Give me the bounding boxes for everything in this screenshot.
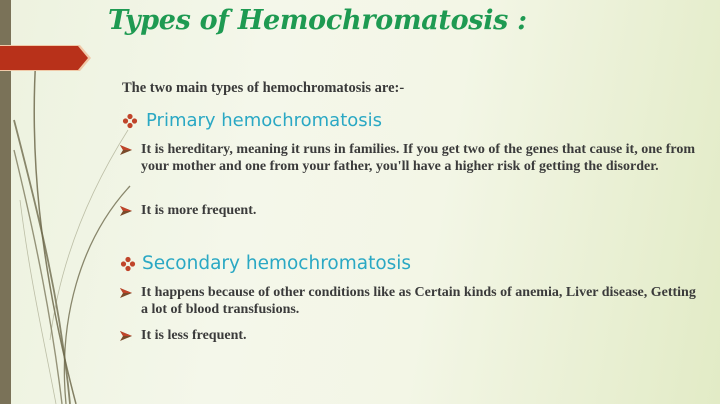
intro-text: The two main types of hemochromatosis are:- <box>122 80 405 96</box>
four-petal-diamond-icon <box>120 256 136 272</box>
list-item <box>120 327 701 344</box>
section-heading-primary <box>122 110 382 131</box>
four-petal-diamond-icon <box>122 113 138 129</box>
list-item-text: It is hereditary, meaning it runs in families. If you get two of the genes that cause it, one from your mother and one from your father, you'll have a higher risk of getting the disorder. <box>141 142 695 174</box>
arrowhead-icon <box>120 331 132 341</box>
arrowhead-icon <box>120 206 132 216</box>
list-item <box>120 284 701 318</box>
arrowhead-icon <box>120 145 132 155</box>
section-heading-label: Secondary hemochromatosis <box>142 253 412 274</box>
section-heading-label: Primary hemochromatosis <box>146 110 383 131</box>
red-arrow-banner <box>0 43 92 73</box>
section-heading-secondary <box>120 253 411 274</box>
arrowhead-icon <box>120 288 132 298</box>
list-item <box>120 202 701 219</box>
list-item-text: It happens because of other conditions like as Certain kinds of anemia, Liver disease, Getting a lot of blood transfusions. <box>141 285 696 317</box>
list-item <box>120 141 701 175</box>
list-item-text: It is less frequent. <box>141 328 247 343</box>
slide-title: Types of Hemochromatosis : <box>108 5 527 36</box>
list-item-text: It is more frequent. <box>141 203 257 218</box>
